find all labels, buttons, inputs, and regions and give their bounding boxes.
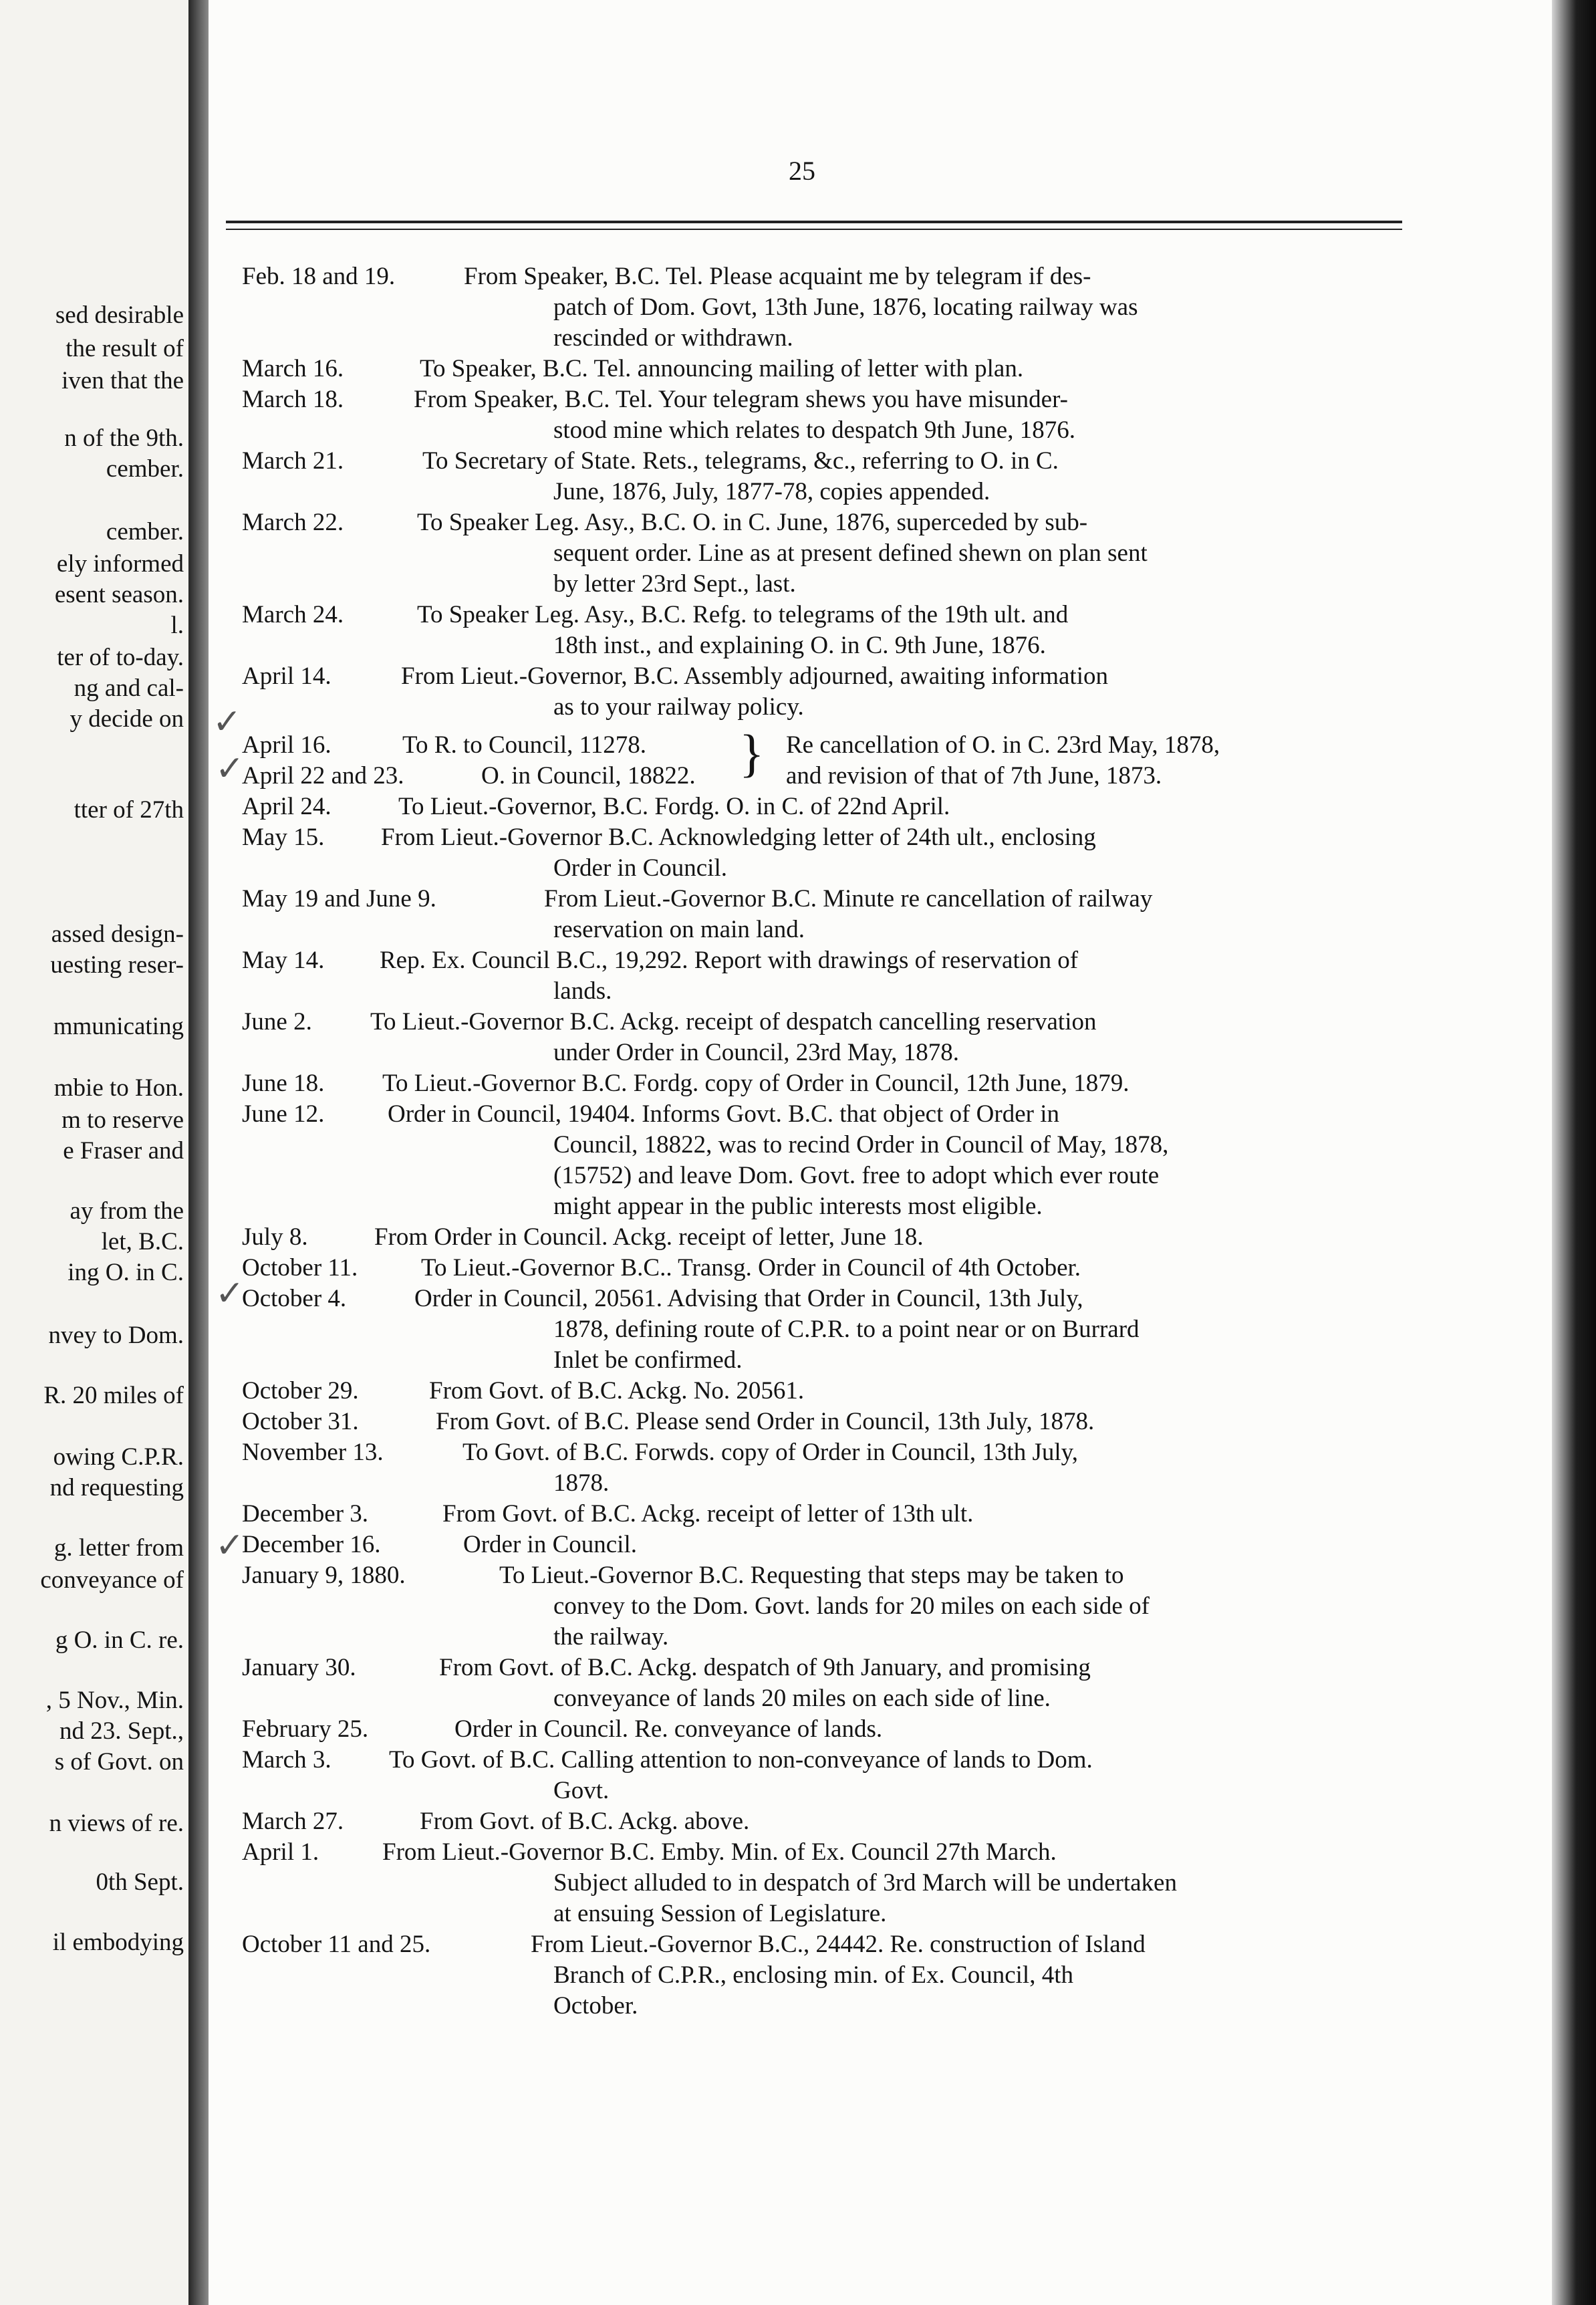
entry-row bbox=[242, 1284, 1405, 1315]
entry-text: O. in Council, 18822. bbox=[481, 762, 696, 790]
entry-row bbox=[242, 1438, 1405, 1469]
entry-text: From Lieut.-Governor, B.C. Assembly adjourned, awaiting information bbox=[401, 662, 1108, 690]
facing-page-line: nvey to Dom. bbox=[48, 1322, 184, 1349]
entry-text: To Govt. of B.C. Calling attention to non-conveyance of lands to Dom. bbox=[389, 1746, 1093, 1774]
facing-page-line: ng and cal- bbox=[74, 675, 184, 702]
entry-row bbox=[242, 1253, 1405, 1284]
facing-page-line: e Fraser and bbox=[63, 1137, 184, 1165]
entry-continuation: 18th inst., and explaining O. in C. 9th June, 1876. bbox=[553, 632, 1046, 659]
margin-tick-mark: ✓ bbox=[215, 750, 245, 788]
entry-row bbox=[242, 1069, 1405, 1100]
entry-continuation: Govt. bbox=[553, 1777, 610, 1804]
entry-row bbox=[242, 1376, 1405, 1407]
margin-tick-mark: ✓ bbox=[215, 1527, 245, 1565]
facing-page-line: assed design- bbox=[51, 921, 184, 948]
entry-continuation: October. bbox=[553, 1992, 638, 2020]
entry-row bbox=[242, 792, 1405, 823]
entry-date: October 11 and 25. bbox=[242, 1931, 431, 1958]
entry-continuation: sequent order. Line as at present defined shewn on plan sent bbox=[553, 539, 1148, 567]
entry-continuation: reservation on main land. bbox=[553, 916, 805, 943]
entry-continuation: (15752) and leave Dom. Govt. free to adopt which ever route bbox=[553, 1162, 1160, 1189]
entry-text: To Lieut.-Governor B.C. Ackg. receipt of despatch cancelling reservation bbox=[370, 1008, 1097, 1036]
entry-row bbox=[242, 1653, 1405, 1684]
facing-page-line: y decide on bbox=[70, 705, 184, 733]
entry-continuation: conveyance of lands 20 miles on each side of line. bbox=[553, 1685, 1051, 1712]
entry-text: From Lieut.-Governor B.C., 24442. Re. construction of Island bbox=[531, 1931, 1146, 1958]
entry-date: January 30. bbox=[242, 1654, 356, 1681]
entry-continuation: might appear in the public interests most eligible. bbox=[553, 1193, 1043, 1220]
entry-date: June 18. bbox=[242, 1070, 325, 1097]
entry-row bbox=[242, 1745, 1405, 1776]
entry-text: From Lieut.-Governor B.C. Minute re cancellation of railway bbox=[544, 885, 1153, 913]
facing-page-line: l. bbox=[170, 612, 184, 639]
entry-row bbox=[242, 385, 1405, 416]
entry-text: Order in Council, 19404. Informs Govt. B.C. that object of Order in bbox=[388, 1100, 1059, 1128]
entry-text: From Lieut.-Governor B.C. Emby. Min. of Ex. Council 27th March. bbox=[382, 1838, 1057, 1866]
entry-date: April 1. bbox=[242, 1838, 319, 1866]
entry-row bbox=[242, 1499, 1405, 1530]
entry-continuation: the railway. bbox=[553, 1623, 669, 1651]
entry-continuation: under Order in Council, 23rd May, 1878. bbox=[553, 1039, 959, 1066]
facing-page-line: ter of to-day. bbox=[57, 644, 184, 671]
entry-continuation: Branch of C.P.R., enclosing min. of Ex. Council, 4th bbox=[553, 1961, 1073, 1989]
entry-row bbox=[242, 1530, 1405, 1561]
entry-text: To Lieut.-Governor B.C. Requesting that steps may be taken to bbox=[499, 1562, 1124, 1589]
entry-date: October 11. bbox=[242, 1254, 358, 1282]
facing-page-line: ing O. in C. bbox=[68, 1259, 184, 1286]
entry-text: From Speaker, B.C. Tel. Please acquaint me by telegram if des- bbox=[464, 263, 1091, 290]
entry-text: From Govt. of B.C. Ackg. above. bbox=[420, 1808, 750, 1835]
page-number: 25 bbox=[789, 156, 815, 186]
entry-row bbox=[242, 823, 1405, 854]
facing-page-line: n of the 9th. bbox=[64, 424, 184, 452]
entry-text: From Govt. of B.C. Ackg. receipt of letter of 13th ult. bbox=[442, 1500, 974, 1528]
entry-date: March 3. bbox=[242, 1746, 331, 1774]
entry-row bbox=[242, 1838, 1405, 1868]
entry-continuation: at ensuing Session of Legislature. bbox=[553, 1900, 887, 1927]
facing-page-line: n views of re. bbox=[49, 1810, 184, 1837]
entry-row bbox=[242, 1930, 1405, 1961]
facing-page-line: m to reserve bbox=[61, 1106, 184, 1134]
facing-page-line: s of Govt. on bbox=[54, 1748, 184, 1776]
margin-tick-mark: ✓ bbox=[213, 703, 242, 741]
facing-page-line: nd requesting bbox=[49, 1474, 184, 1501]
entry-row bbox=[242, 262, 1405, 293]
entry-continuation: convey to the Dom. Govt. lands for 20 miles on each side of bbox=[553, 1592, 1150, 1620]
facing-page-line: ay from the bbox=[70, 1197, 184, 1225]
entry-date: March 16. bbox=[242, 355, 344, 382]
entry-date: February 25. bbox=[242, 1715, 369, 1743]
entry-date: April 16. bbox=[242, 731, 331, 759]
entry-date: January 9, 1880. bbox=[242, 1562, 406, 1589]
facing-page-line: iven that the bbox=[61, 367, 184, 394]
entry-row bbox=[242, 1715, 1405, 1745]
entry-date: October 29. bbox=[242, 1377, 359, 1405]
entry-date: June 12. bbox=[242, 1100, 325, 1128]
entry-text: To Secretary of State. Rets., telegrams, &c., referring to O. in C. bbox=[422, 447, 1059, 475]
facing-page-line: ely informed bbox=[56, 550, 184, 578]
brace-mark: } bbox=[739, 724, 765, 782]
facing-page-line: il embodying bbox=[52, 1929, 184, 1956]
entry-continuation: 1878, defining route of C.P.R. to a point near or on Burrard bbox=[553, 1316, 1140, 1343]
entry-row bbox=[242, 600, 1405, 631]
entry-date: March 21. bbox=[242, 447, 344, 475]
braced-note-line: Re cancellation of O. in C. 23rd May, 1878, bbox=[786, 731, 1220, 759]
facing-page-line: uesting reser- bbox=[50, 951, 184, 979]
entry-date: July 8. bbox=[242, 1223, 308, 1251]
facing-page-line: let, B.C. bbox=[101, 1228, 184, 1255]
entry-continuation: rescinded or withdrawn. bbox=[553, 324, 793, 352]
entry-text: To R. to Council, 11278. bbox=[402, 731, 647, 759]
entry-continuation: stood mine which relates to despatch 9th June, 1876. bbox=[553, 416, 1075, 444]
braced-note-line: and revision of that of 7th June, 1873. bbox=[786, 762, 1162, 790]
entry-text: Rep. Ex. Council B.C., 19,292. Report with drawings of reservation of bbox=[380, 947, 1079, 974]
facing-page-line: cember. bbox=[106, 518, 184, 545]
entry-row bbox=[242, 447, 1405, 477]
entry-date: April 14. bbox=[242, 662, 331, 690]
entry-continuation: lands. bbox=[553, 977, 612, 1005]
entry-date: May 14. bbox=[242, 947, 325, 974]
entry-continuation: June, 1876, July, 1877-78, copies appended. bbox=[553, 478, 990, 505]
entry-text: To Govt. of B.C. Forwds. copy of Order in Council, 13th July, bbox=[462, 1439, 1078, 1466]
entry-continuation: patch of Dom. Govt, 13th June, 1876, locating railway was bbox=[553, 293, 1138, 321]
entry-row bbox=[242, 1561, 1405, 1592]
entry-date: October 31. bbox=[242, 1408, 359, 1435]
entry-date: April 22 and 23. bbox=[242, 762, 404, 790]
entry-text: To Speaker Leg. Asy., B.C. Refg. to telegrams of the 19th ult. and bbox=[417, 601, 1069, 628]
entry-row bbox=[242, 1007, 1405, 1038]
entry-text: From Lieut.-Governor B.C. Acknowledging letter of 24th ult., enclosing bbox=[381, 824, 1096, 851]
facing-page-line: , 5 Nov., Min. bbox=[45, 1687, 184, 1714]
facing-page-line: nd 23. Sept., bbox=[59, 1717, 184, 1745]
margin-tick-mark: ✓ bbox=[215, 1275, 245, 1313]
entry-row bbox=[242, 662, 1405, 693]
entry-continuation: as to your railway policy. bbox=[553, 693, 804, 721]
entry-text: Order in Council, 20561. Advising that Order in Council, 13th July, bbox=[414, 1285, 1083, 1312]
facing-page-line: tter of 27th bbox=[74, 796, 184, 824]
entry-date: Feb. 18 and 19. bbox=[242, 263, 396, 290]
entry-text: From Speaker, B.C. Tel. Your telegram shews you have misunder- bbox=[414, 386, 1068, 413]
entry-text: Order in Council. Re. conveyance of lands. bbox=[454, 1715, 883, 1743]
entry-text: To Lieut.-Governor B.C.. Transg. Order in Council of 4th October. bbox=[421, 1254, 1081, 1282]
facing-page-line: owing C.P.R. bbox=[53, 1443, 184, 1471]
facing-page-line: R. 20 miles of bbox=[43, 1382, 184, 1409]
facing-page-line: cember. bbox=[106, 455, 184, 483]
entry-text: To Speaker Leg. Asy., B.C. O. in C. June, 1876, superceded by sub- bbox=[417, 509, 1088, 536]
entry-continuation: Order in Council. bbox=[553, 854, 727, 882]
entry-continuation: by letter 23rd Sept., last. bbox=[553, 570, 796, 598]
entry-continuation: Council, 18822, was to recind Order in Council of May, 1878, bbox=[553, 1131, 1169, 1159]
entry-date: March 22. bbox=[242, 509, 344, 536]
facing-page-line: conveyance of bbox=[40, 1566, 184, 1594]
entry-row bbox=[242, 946, 1405, 977]
entry-date: December 16. bbox=[242, 1531, 381, 1558]
entry-date: December 3. bbox=[242, 1500, 369, 1528]
entry-text: To Lieut.-Governor, B.C. Fordg. O. in C. of 22nd April. bbox=[398, 793, 950, 820]
entry-row bbox=[242, 884, 1405, 915]
entry-text: From Govt. of B.C. Ackg. No. 20561. bbox=[429, 1377, 805, 1405]
entry-text: From Govt. of B.C. Ackg. despatch of 9th January, and promising bbox=[439, 1654, 1091, 1681]
entry-row bbox=[242, 354, 1405, 385]
facing-page-line: g. letter from bbox=[53, 1534, 184, 1562]
entry-text: From Govt. of B.C. Please send Order in Council, 13th July, 1878. bbox=[436, 1408, 1095, 1435]
entry-row bbox=[242, 1407, 1405, 1438]
entry-date: May 15. bbox=[242, 824, 325, 851]
entry-date: April 24. bbox=[242, 793, 331, 820]
facing-page-line: sed desirable bbox=[55, 301, 184, 329]
entry-row bbox=[242, 1223, 1405, 1253]
entry-date: November 13. bbox=[242, 1439, 384, 1466]
entry-date: May 19 and June 9. bbox=[242, 885, 436, 913]
entry-date: March 24. bbox=[242, 601, 344, 628]
facing-page-line: 0th Sept. bbox=[96, 1868, 184, 1896]
facing-page-line: mmunicating bbox=[53, 1013, 184, 1040]
facing-page-line: g O. in C. re. bbox=[55, 1626, 184, 1654]
facing-page-line: esent season. bbox=[54, 581, 184, 608]
facing-page-line: the result of bbox=[65, 335, 184, 362]
entry-continuation: Subject alluded to in despatch of 3rd March will be undertaken bbox=[553, 1869, 1177, 1897]
entry-text: To Speaker, B.C. Tel. announcing mailing of letter with plan. bbox=[420, 355, 1024, 382]
entry-text: From Order in Council. Ackg. receipt of letter, June 18. bbox=[374, 1223, 924, 1251]
entry-text: Order in Council. bbox=[463, 1531, 637, 1558]
entry-row bbox=[242, 1100, 1405, 1130]
entry-row bbox=[242, 1807, 1405, 1838]
entry-date: March 18. bbox=[242, 386, 344, 413]
entry-continuation: 1878. bbox=[553, 1469, 610, 1497]
entry-text: To Lieut.-Governor B.C. Fordg. copy of Order in Council, 12th June, 1879. bbox=[382, 1070, 1129, 1097]
entry-row bbox=[242, 508, 1405, 539]
entry-date: June 2. bbox=[242, 1008, 312, 1036]
facing-page-line: mbie to Hon. bbox=[53, 1074, 184, 1102]
entry-date: March 27. bbox=[242, 1808, 344, 1835]
entry-date: October 4. bbox=[242, 1285, 347, 1312]
entry-continuation: Inlet be confirmed. bbox=[553, 1346, 743, 1374]
